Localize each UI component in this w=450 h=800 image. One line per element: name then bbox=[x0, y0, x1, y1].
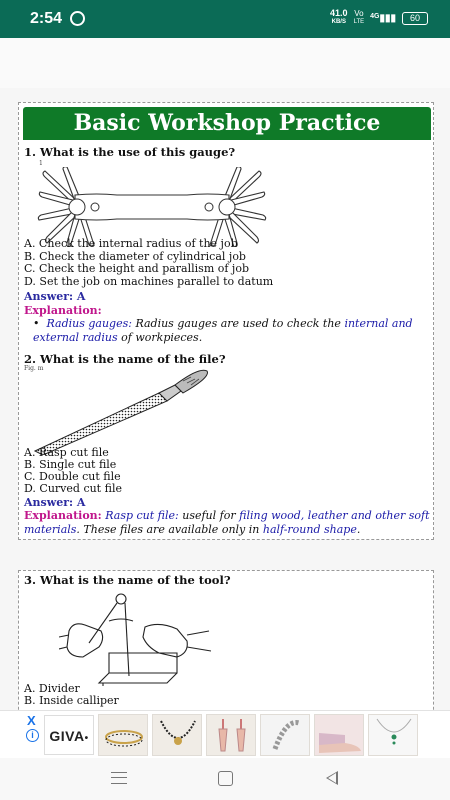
explanation-highlight: half-round shape bbox=[262, 522, 357, 536]
answer-label: Answer: A bbox=[24, 290, 86, 303]
question-card bbox=[18, 102, 434, 540]
rasp-file-figure bbox=[31, 365, 221, 455]
ad-product-image[interactable] bbox=[98, 714, 148, 756]
status-time: 2:54 bbox=[30, 10, 63, 27]
option-b: B. Inside calliper bbox=[24, 694, 119, 707]
content-area[interactable] bbox=[0, 88, 450, 710]
option-d: D. Set the job on machines parallel to datum bbox=[24, 275, 274, 288]
volte-indicator: Vo LTE bbox=[353, 9, 365, 25]
explanation-heading: Explanation: bbox=[24, 304, 102, 317]
question-title: 2. What is the name of the file? bbox=[24, 352, 226, 366]
option-a: A. Check the internal radius of the job bbox=[24, 237, 238, 250]
ad-product-image[interactable] bbox=[260, 714, 310, 756]
back-icon[interactable] bbox=[326, 771, 338, 785]
radius-gauge-figure bbox=[37, 167, 267, 247]
divider-tool-figure bbox=[59, 591, 229, 686]
battery-icon: 60 bbox=[402, 12, 428, 25]
figure-number: Fig. m bbox=[24, 365, 44, 372]
option-d: D. Curved cut file bbox=[24, 482, 122, 495]
question-title: 1. What is the use of this gauge? bbox=[24, 145, 236, 159]
status-bar bbox=[0, 0, 450, 38]
recent-apps-icon[interactable] bbox=[111, 772, 127, 784]
answer-label: Answer: A bbox=[24, 496, 86, 509]
ad-product-image[interactable] bbox=[206, 714, 256, 756]
signal-icon: $^{4G}$▮▮▮ bbox=[370, 12, 396, 24]
page-title: Basic Workshop Practice bbox=[23, 107, 431, 140]
option-b: B. Check the diameter of cylindrical job bbox=[24, 250, 246, 263]
option-b: B. Single cut file bbox=[24, 458, 117, 471]
status-indicators bbox=[330, 9, 428, 27]
home-icon[interactable] bbox=[218, 771, 233, 786]
ad-banner[interactable] bbox=[0, 710, 450, 758]
explanation-text: Explanation: Rasp cut file: useful for filing wood, leather and other soft materials. These files are available only in half-round shape. bbox=[24, 509, 430, 536]
explanation-term: Rasp cut file: bbox=[105, 509, 179, 522]
app-toolbar bbox=[0, 38, 450, 88]
system-nav-bar bbox=[0, 758, 450, 800]
whatsapp-icon bbox=[70, 11, 85, 26]
option-c: C. Check the height and parallism of job bbox=[24, 262, 250, 275]
option-a: A. Divider bbox=[24, 682, 80, 695]
ad-brand-logo[interactable]: GIVA• bbox=[44, 715, 94, 755]
network-speed: 41.0 KB/S bbox=[330, 8, 348, 25]
figure-number: 1 bbox=[39, 160, 43, 167]
info-icon[interactable]: i bbox=[26, 729, 39, 742]
explanation-highlight: filing wood, leather and other soft materials bbox=[24, 509, 430, 536]
explanation-term: Radius gauges: bbox=[46, 317, 132, 330]
option-a: A. Rasp cut file bbox=[24, 446, 109, 459]
question-card bbox=[18, 570, 434, 710]
ad-product-image[interactable] bbox=[368, 714, 418, 756]
ad-product-image[interactable] bbox=[152, 714, 202, 756]
question-title: 3. What is the name of the tool? bbox=[24, 573, 231, 587]
explanation-highlight: internal and external radius bbox=[33, 317, 413, 344]
explanation-heading: Explanation: bbox=[24, 509, 102, 522]
explanation-text: • Radius gauges: Radius gauges are used to check the internal and external radius of workpieces. bbox=[33, 317, 413, 344]
option-c: C. Double cut file bbox=[24, 470, 121, 483]
ad-product-image[interactable] bbox=[314, 714, 364, 756]
close-icon[interactable]: X bbox=[27, 713, 36, 728]
